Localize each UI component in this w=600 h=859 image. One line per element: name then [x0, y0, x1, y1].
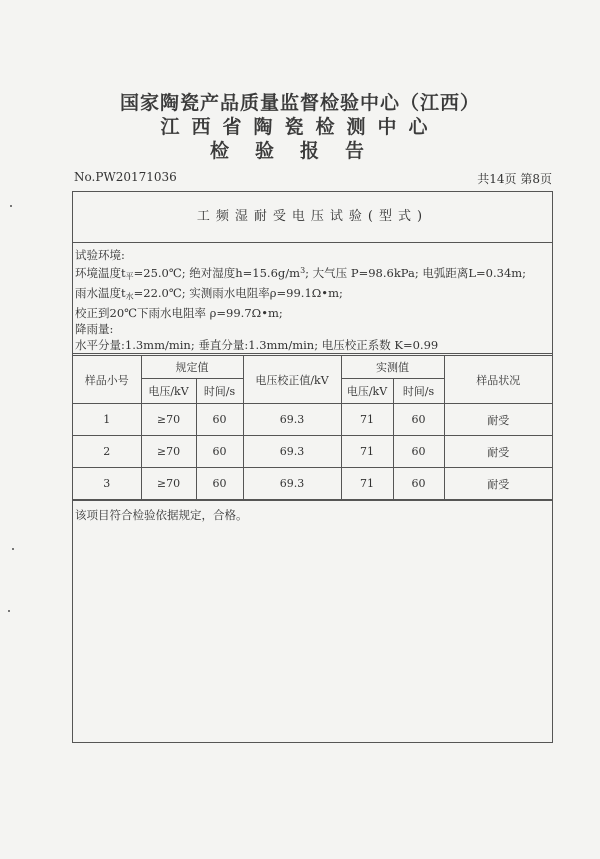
cell-sample-no: 3 [73, 468, 141, 500]
table-row [73, 404, 552, 436]
cell-spec-voltage: ≥70 [141, 468, 196, 500]
cell-meas-voltage: 71 [341, 436, 393, 468]
cell-meas-voltage: 71 [341, 404, 393, 436]
report-frame [72, 191, 553, 743]
header-corrected-voltage: 电压校正值/kV [243, 356, 341, 404]
env-heading: 试验环境: [75, 248, 125, 262]
center-subname-title: 江西省陶瓷检测中心 [160, 116, 440, 138]
header-spec-time: 时间/s [196, 379, 243, 404]
env-line-2: 雨水温度$t_水=22.0℃$; 实测雨水电阻率ρ=99.1Ω•m; [75, 286, 343, 301]
cell-corrected: 69.3 [243, 468, 341, 500]
env-line-5: 水平分量:1.3mm/min; 垂直分量:1.3mm/min; 电压校正系数 K=0.99 [75, 338, 439, 352]
scan-speck [8, 610, 10, 612]
env-line-3: 校正到20℃下雨水电阻率 ρ=99.7Ω•m; [75, 306, 283, 320]
header-meas-time: 时间/s [393, 379, 444, 404]
report-title: 检验报告 [209, 140, 390, 162]
cell-meas-time: 60 [393, 404, 444, 436]
report-number: No.PW20171036 [74, 170, 177, 184]
results-table-wrap [73, 353, 552, 500]
cell-status: 耐受 [444, 468, 552, 500]
cell-corrected: 69.3 [243, 404, 341, 436]
section-title: 工频湿耐受电压试验(型式) [73, 192, 552, 243]
header-specified: 规定值 [141, 356, 243, 379]
cell-status: 耐受 [444, 436, 552, 468]
cell-meas-voltage: 71 [341, 468, 393, 500]
cell-meas-time: 60 [393, 468, 444, 500]
header-sample-no: 样品小号 [73, 356, 141, 404]
cell-spec-voltage: ≥70 [141, 436, 196, 468]
scan-speck [10, 205, 12, 207]
center-name-title: 国家陶瓷产品质量监督检验中心（江西） [119, 92, 480, 114]
header-spec-voltage: 电压/kV [141, 379, 196, 404]
cell-spec-time: 60 [196, 404, 243, 436]
conclusion-text: 该项目符合检验依据规定，合格。 [73, 500, 552, 529]
table-row [73, 468, 552, 500]
cell-spec-time: 60 [196, 468, 243, 500]
cell-spec-voltage: ≥70 [141, 404, 196, 436]
header-measured: 实测值 [341, 356, 444, 379]
scan-speck [12, 548, 14, 550]
page-info: 共14页 第8页 [477, 172, 552, 186]
header-meas-voltage: 电压/kV [341, 379, 393, 404]
results-table [73, 355, 552, 500]
table-row [73, 436, 552, 468]
test-environment [73, 243, 552, 353]
env-line-4: 降雨量: [75, 322, 114, 336]
cell-spec-time: 60 [196, 436, 243, 468]
cell-corrected: 69.3 [243, 436, 341, 468]
cell-sample-no: 2 [73, 436, 141, 468]
cell-sample-no: 1 [73, 404, 141, 436]
cell-meas-time: 60 [393, 436, 444, 468]
env-line-1: 环境温度$t_平=25.0℃$; 绝对湿度$h=15.6g/m^3$; 大气压 P=98.6kPa; 电弧距离L=0.34m; [75, 266, 527, 281]
header-status: 样品状况 [444, 356, 552, 404]
cell-status: 耐受 [444, 404, 552, 436]
